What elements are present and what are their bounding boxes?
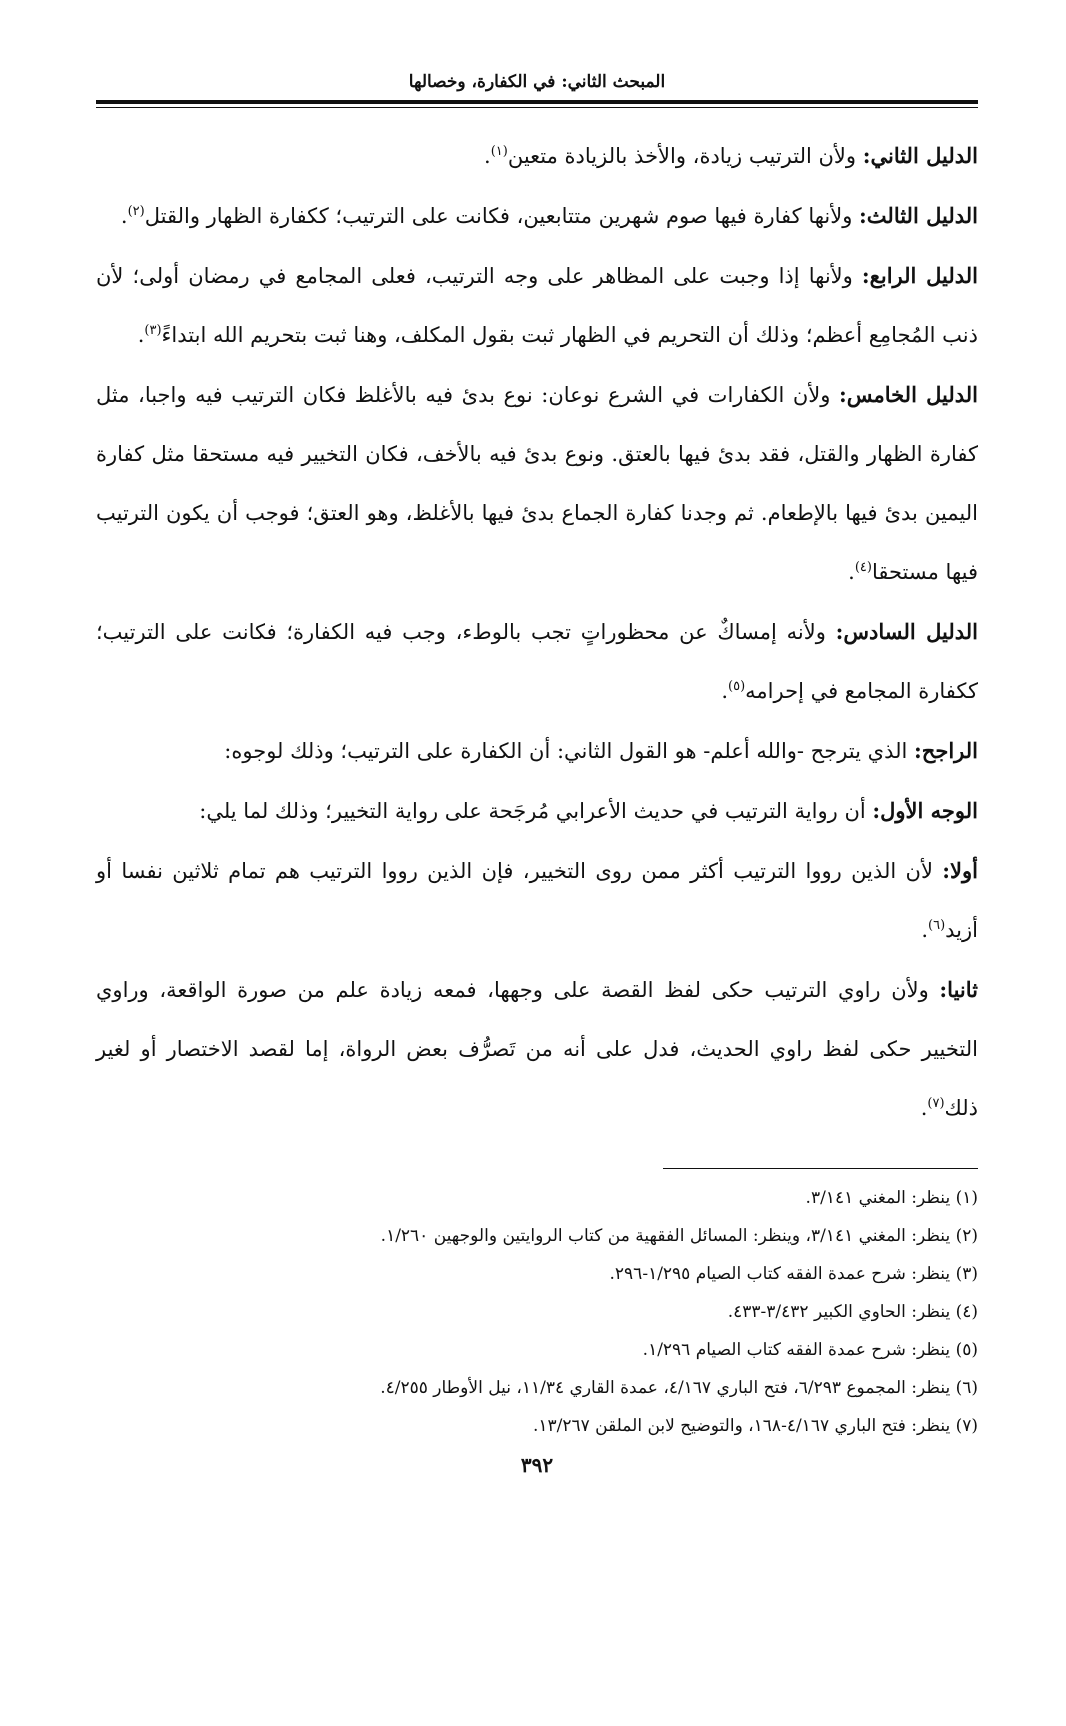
paragraph-text: ولأنها إذا وجبت على المظاهر على وجه الترتيب، فعلى المجامع في رمضان أولى؛ لأن ذنب المُجامِع أعظم؛ وذلك أن التحريم في الظهار ثبت بقول المكلف، وهنا ثبت بتحريم الله ابتداءً — [96, 264, 978, 347]
paragraph-lead: الدليل الرابع: — [861, 263, 979, 288]
footnote-6: (٦) ينظر: المجموع ٦/٢٩٣، فتح الباري ٤/١٦٧، عمدة القاري ١١/٣٤، نيل الأوطار ٤/٢٥٥. — [380, 1378, 978, 1398]
paragraph-text: ولأنه إمساكٌ عن محظوراتٍ تجب بالوطء، وجب فيه الكفارة؛ فكانت على الترتيب؛ ككفارة المجامع في إحرامه — [96, 620, 978, 703]
paragraph-tail: . — [721, 679, 729, 703]
paragraph-aspect-1 — [96, 781, 978, 841]
paragraph-evidence-6 — [96, 602, 978, 721]
footnote-4: (٤) ينظر: الحاوي الكبير ٣/٤٣٢-٤٣٣. — [727, 1302, 978, 1322]
footnote-ref: (١) — [490, 144, 508, 159]
paragraph-tail: . — [120, 204, 128, 228]
paragraph-tail: . — [921, 918, 929, 942]
paragraph-evidence-2 — [96, 126, 978, 186]
paragraph-evidence-5 — [96, 365, 978, 602]
footnote-ref: (٣) — [144, 323, 162, 338]
paragraph-text: ولأن الترتيب زيادة، والأخذ بالزيادة متعين — [507, 144, 863, 168]
paragraph-tail: . — [848, 560, 855, 584]
header-rule-thin — [96, 107, 978, 108]
page-number: ٣٩٢ — [520, 1453, 554, 1477]
running-header: المبحث الثاني: في الكفارة، وخصالها — [408, 72, 666, 92]
paragraph-evidence-3 — [96, 186, 978, 246]
paragraph-text: ولأن راوي الترتيب حكى لفظ القصة على وجهها، فمعه زيادة علم من صورة الواقعة، وراوي التخيير حكى لفظ راوي الحديث، فدل على أنه من تَصرُّف بعض الرواة، إما لقصد الاختصار أو لغير ذلك — [96, 978, 978, 1120]
paragraph-lead: الوجه الأول: — [872, 798, 978, 823]
footnote-ref: (٥) — [728, 679, 746, 694]
paragraph-tail: . — [920, 1096, 928, 1120]
footnote-ref: (٤) — [854, 560, 872, 575]
paragraph-text: ولأنها كفارة فيها صوم شهرين متتابعين، فكانت على الترتيب؛ ككفارة الظهار والقتل — [144, 204, 860, 228]
footnote-3: (٣) ينظر: شرح عمدة الفقه كتاب الصيام ١/٢٩٥-٢٩٦. — [609, 1264, 978, 1284]
paragraph-lead: الدليل الثالث: — [859, 203, 978, 228]
footnote-ref: (٢) — [127, 204, 145, 219]
paragraph-lead: الدليل الثاني: — [862, 143, 978, 168]
paragraph-text: الذي يترجح -والله أعلم- هو القول الثاني: أن الكفارة على الترتيب؛ وذلك لوجوه: — [224, 739, 915, 763]
footnote-1: (١) ينظر: المغني ٣/١٤١. — [805, 1188, 978, 1208]
paragraph-tail: . — [484, 144, 491, 168]
paragraph-lead: الدليل الخامس: — [838, 382, 978, 407]
paragraph-second — [96, 960, 978, 1138]
footnote-ref: (٦) — [928, 918, 946, 933]
paragraph-text: ولأن الكفارات في الشرع نوعان: نوع بدئ فيه بالأغلظ فكان الترتيب فيه واجبا، مثل كفارة الظهار والقتل، فقد بدئ فيها بالعتق. ونوع بدئ فيه بالأخف، فكان التخيير فيه مستحقا مثل كفارة اليمين بدئ فيها بالإطعام. ثم وجدنا كفارة الجماع بدئ فيها بالأغلظ، وهو العتق؛ فوجب أن يكون الترتيب فيها مستحقا — [96, 383, 978, 584]
header-rule-thick — [96, 100, 978, 104]
footnote-ref: (٧) — [927, 1096, 945, 1111]
footnote-7: (٧) ينظر: فتح الباري ٤/١٦٧-١٦٨، والتوضيح لابن الملقن ١٣/٢٦٧. — [532, 1416, 978, 1436]
paragraph-lead: الدليل السادس: — [835, 619, 978, 644]
paragraph-text: لأن الذين رووا الترتيب أكثر ممن روى التخيير، فإن الذين رووا الترتيب هم تمام ثلاثين نفسا أو أزيد — [96, 859, 978, 942]
paragraph-text: أن رواية الترتيب في حديث الأعرابي مُرجَحة على رواية التخيير؛ وذلك لما يلي: — [199, 799, 873, 823]
paragraph-preferred — [96, 721, 978, 781]
document-page — [96, 60, 978, 1680]
paragraph-lead: ثانيا: — [939, 977, 978, 1002]
paragraph-tail: . — [137, 323, 145, 347]
footnote-separator — [663, 1168, 978, 1169]
paragraph-first — [96, 841, 978, 960]
paragraph-lead: الراجح: — [914, 738, 978, 763]
paragraph-lead: أولا: — [942, 858, 978, 883]
paragraph-evidence-4 — [96, 246, 978, 365]
footnote-5: (٥) ينظر: شرح عمدة الفقه كتاب الصيام ١/٢٩٦. — [642, 1340, 978, 1360]
footnotes — [96, 1179, 978, 1445]
footnote-separator-wrap — [96, 1168, 978, 1169]
footnote-2: (٢) ينظر: المغني ٣/١٤١، وينظر: المسائل الفقهية من كتاب الروايتين والوجهين ١/٢٦٠. — [380, 1226, 978, 1246]
main-text — [96, 126, 978, 1138]
